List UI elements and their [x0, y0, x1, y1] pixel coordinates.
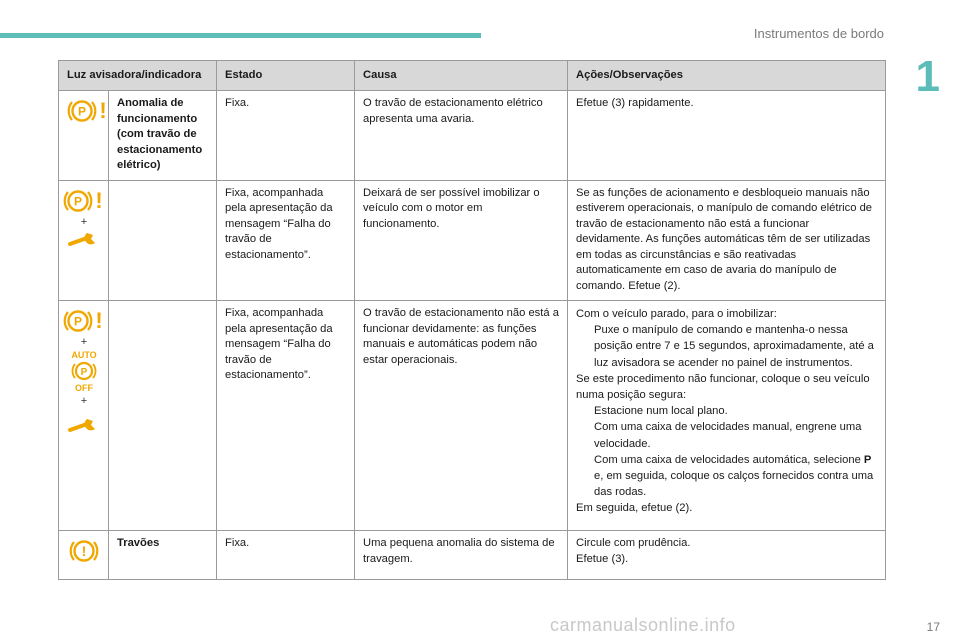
auto-off-icon — [67, 349, 101, 395]
action-text — [568, 301, 886, 531]
state-text: Fixa. — [217, 91, 355, 181]
svg-text:!: ! — [99, 98, 107, 123]
action-text — [568, 531, 886, 580]
action-intro: Com o veículo parado, para o imobilizar: — [576, 308, 777, 320]
action-text: Efetue (3) rapidamente. — [568, 91, 886, 181]
wrench-icon — [67, 229, 101, 249]
icon-cell — [59, 531, 109, 580]
svg-text:P: P — [73, 314, 83, 329]
light-name-empty — [109, 301, 217, 531]
parking-brake-fault-icon — [63, 306, 105, 336]
action-line: Circule com prudência. — [576, 537, 691, 549]
table-header-row — [59, 61, 886, 91]
column-header-light: Luz avisadora/indicadora — [59, 61, 217, 91]
cause-text: O travão de estacionamento elétrico apresenta uma avaria. — [355, 91, 568, 181]
cause-text: Uma pequena anomalia do sistema de travagem. — [355, 531, 568, 580]
brake-warning-icon — [67, 536, 101, 566]
section-title: Instrumentos de bordo — [753, 26, 884, 41]
plus-sign: + — [80, 215, 88, 228]
state-text: Fixa, acompanhada pela apresentação da mensagem “Falha do travão de estacionamento”. — [217, 180, 355, 301]
wrench-icon — [67, 408, 101, 438]
icon-cell — [59, 180, 109, 301]
svg-text:P: P — [80, 367, 88, 378]
chapter-number: 1 — [915, 52, 940, 101]
icon-cell — [59, 301, 109, 531]
svg-text:OFF: OFF — [75, 383, 93, 393]
action-end: Em seguida, efetue (2). — [576, 502, 693, 515]
action-fallback: Se este procedimento não funcionar, coloque o seu veículo numa posição segura: — [576, 372, 870, 402]
cause-text: Deixará de ser possível imobilizar o veículo com o motor em funcionamento. — [355, 180, 568, 301]
svg-text:!: ! — [81, 543, 87, 559]
action-bullet: Com uma caixa de velocidades manual, engrene uma velocidade. — [594, 421, 862, 450]
action-bullet: Puxe o manípulo de comando e mantenha-o nessa posição entre 7 e 15 segundos, aproximadamente, até a luz avisadora se acender no painel de instrumentos. — [594, 324, 874, 369]
light-name: Travões — [109, 531, 217, 580]
warning-lights-table — [58, 60, 886, 580]
svg-text:!: ! — [95, 187, 103, 213]
svg-text:P: P — [73, 194, 83, 208]
header-accent-bar — [0, 33, 481, 38]
table-row — [59, 180, 886, 301]
light-name: Anomalia de funcionamento (com travão de estacionamento elétrico) — [109, 91, 217, 181]
state-text: Fixa, acompanhada pela apresentação da mensagem “Falha do travão de estacionamento”. — [217, 301, 355, 531]
action-line: Efetue (3). — [576, 552, 629, 565]
svg-text:P: P — [77, 104, 87, 119]
icon-cell — [59, 91, 109, 181]
state-text: Fixa. — [217, 531, 355, 580]
table-row — [59, 531, 886, 580]
action-bullet: Com uma caixa de velocidades automática, selecione P e, em seguida, coloque os calços fornecidos contra uma das rodas. — [594, 453, 874, 499]
parking-brake-fault-icon — [63, 186, 105, 216]
watermark: carmanualsonline.info — [550, 615, 736, 635]
table-row — [59, 91, 886, 181]
action-bullet: Estacione num local plano. — [594, 405, 728, 418]
table-row — [59, 301, 886, 531]
column-header-state: Estado — [217, 61, 355, 91]
plus-sign: + — [80, 395, 88, 407]
page-number: 17 — [926, 620, 940, 634]
action-text: Se as funções de acionamento e desbloqueio manuais não estiverem operacionais, o manípulo de comando elétrico de travão de estacionamento não está a funcionar devidamente. As funções automáticas têm de ser utilizadas em todas as circunstâncias e são reativadas automaticamente em caso de avaria do manípulo de comando. Efetue (2). — [568, 180, 886, 301]
svg-text:!: ! — [95, 308, 103, 333]
parking-brake-fault-icon — [67, 96, 109, 126]
svg-text:AUTO: AUTO — [71, 350, 97, 360]
column-header-cause: Causa — [355, 61, 568, 91]
light-name-empty — [109, 180, 217, 301]
plus-sign: + — [80, 336, 88, 348]
cause-text: O travão de estacionamento não está a funcionar devidamente: as funções manuais e automáticas podem não estar operacionais. — [355, 301, 568, 531]
column-header-actions: Ações/Observações — [568, 61, 886, 91]
